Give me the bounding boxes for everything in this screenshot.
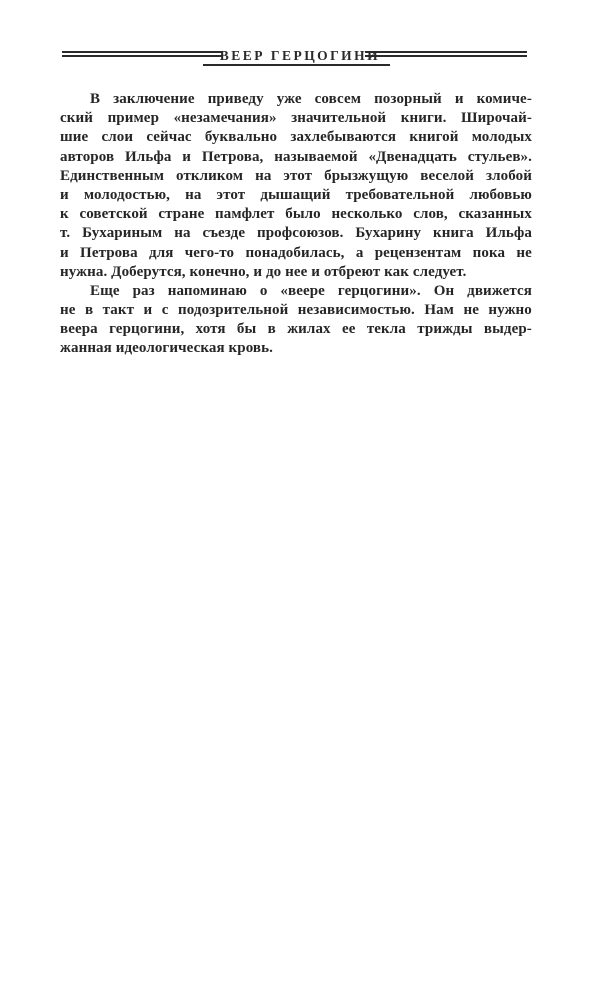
- text-line: жанная идеологическая кровь.: [60, 340, 274, 357]
- text-line: авторов Ильфа и Петрова, называемой «Двенадцать стульев».: [60, 148, 532, 165]
- text-line: ский пример «незамечания» значительной книги. Широчай-: [60, 110, 532, 127]
- text-line: шие слои сейчас буквально захлебываются книгой молодых: [60, 129, 532, 146]
- text-line: нужна. Доберутся, конечно, и до нее и отбреют как следует.: [60, 263, 467, 280]
- paragraph-2: [60, 282, 532, 359]
- header-title-underline: [203, 64, 390, 66]
- text-line: Единственным откликом на этот брызжущую веселой злобой: [60, 167, 532, 184]
- text-line: Еще раз напоминаю о «веере герцогини». Он движется: [90, 282, 532, 299]
- text-line: веера герцогини, хотя бы в жилах ее текла трижды выдер-: [60, 321, 532, 338]
- paragraph-1: [60, 90, 532, 282]
- header-rule-right: [365, 51, 527, 57]
- text-line: не в такт и с подозрительной независимостью. Нам не нужно: [60, 302, 532, 319]
- text-line: и Петрова для чего-то понадобилась, а рецензентам пока не: [60, 244, 532, 261]
- page-text: [60, 90, 532, 359]
- page-header: [0, 0, 600, 80]
- text-line: т. Бухариным на съезде профсоюзов. Бухарину книга Ильфа: [60, 225, 532, 242]
- text-line: В заключение приведу уже совсем позорный и комиче-: [90, 91, 532, 107]
- header-title: ВЕЕР ГЕРЦОГИНИ: [219, 48, 381, 63]
- text-line: и молодостью, на этот дышащий требовательной любовью: [60, 186, 532, 203]
- text-line: к советской стране памфлет было несколько слов, сказанных: [60, 206, 532, 223]
